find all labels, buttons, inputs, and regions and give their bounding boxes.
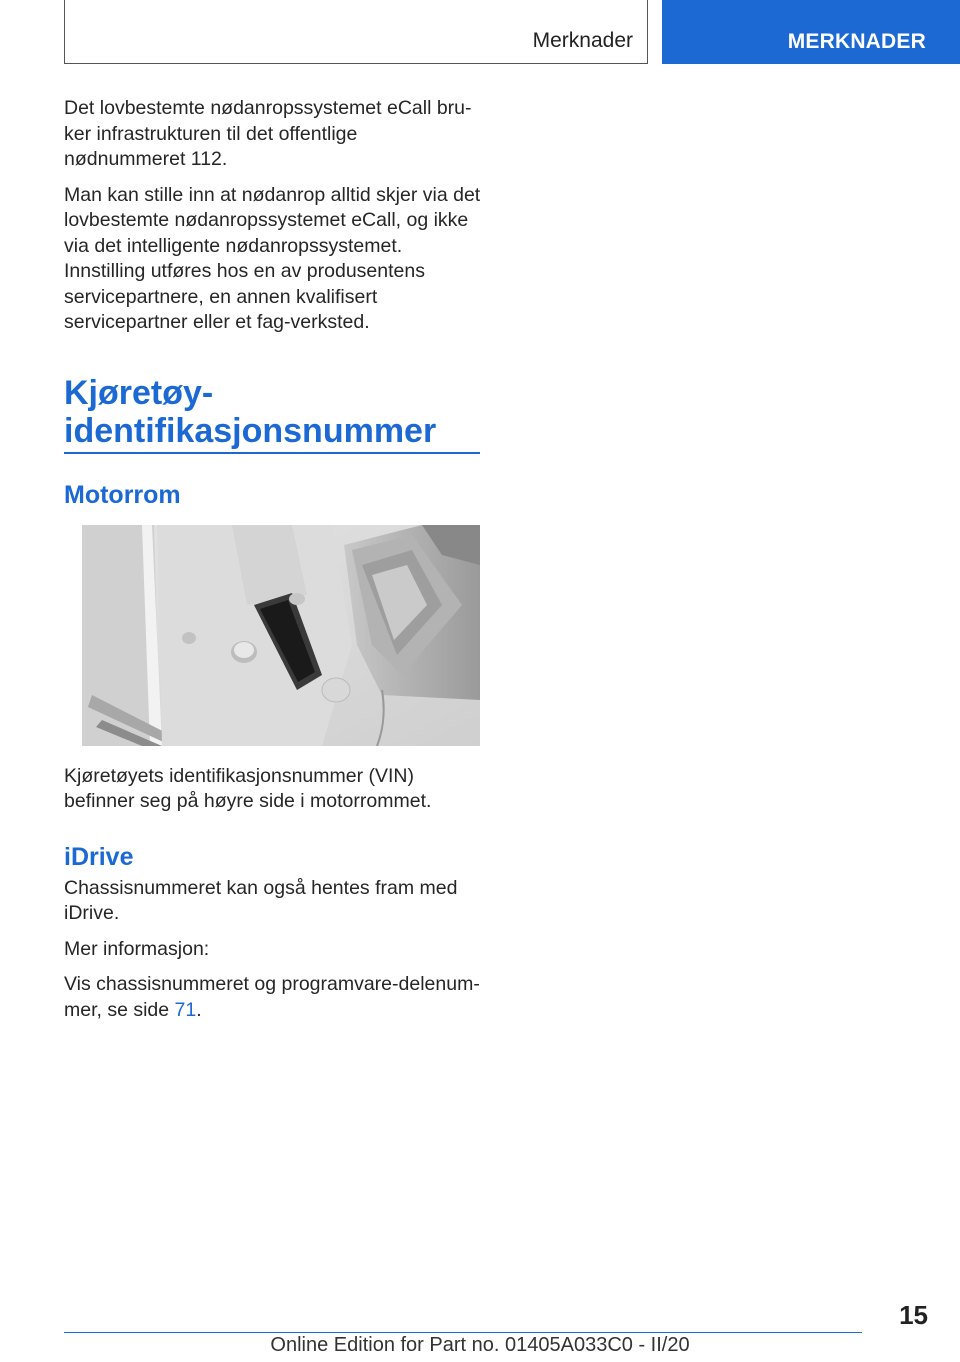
heading-vin-line2: identifikasjonsnummer [64, 411, 437, 450]
page-link-71[interactable]: 71 [174, 998, 197, 1021]
header-chapter-title: Merknader [532, 29, 633, 52]
header-section-title: MERKNADER [787, 30, 926, 53]
heading-rule [64, 452, 480, 454]
paragraph-more-info: Mer informasjon: [64, 937, 210, 960]
reference-text: Vis chassisnummeret og programvare-delenum-mer, se side [64, 973, 480, 1021]
page-number: 15 [899, 1300, 928, 1330]
reference-end: . [196, 998, 202, 1021]
header-chapter-box [64, 0, 648, 64]
header-section-tab[interactable] [662, 0, 960, 64]
vin-location-caption: Kjøretøyets identifikasjonsnummer (VIN) befinner seg på høyre side i motorrommet. [64, 764, 432, 812]
heading-vin [64, 374, 484, 450]
footer-edition: Online Edition for Part no. 01405A033C0 - II/20 [270, 1334, 690, 1356]
engine-bay-illustration [82, 525, 480, 746]
paragraph-ecall-infra: Det lovbestemte nødanropssystemet eCall bru-ker infrastrukturen til det offentlige nødnummeret 112. [64, 97, 472, 170]
paragraph-idrive: Chassisnummeret kan også hentes fram med iDrive. [64, 876, 458, 924]
paragraph-ecall-settings: Man kan stille inn at nødanrop alltid skjer via det lovbestemte nødanropssystemet eCall, og ikke via det intelligente nødanropssystemet. Innstilling utføres hos en av produsentens servicepartnere, en annen kvalifisert servicepartner eller et fag-verksted. [64, 183, 481, 333]
heading-idrive: iDrive [64, 842, 134, 871]
heading-motorrom: Motorrom [64, 480, 181, 509]
main-content [64, 96, 484, 1033]
heading-vin-line1: Kjøretøy- [64, 373, 214, 412]
paragraph-reference [64, 972, 484, 1023]
footer-rule [64, 1332, 862, 1333]
